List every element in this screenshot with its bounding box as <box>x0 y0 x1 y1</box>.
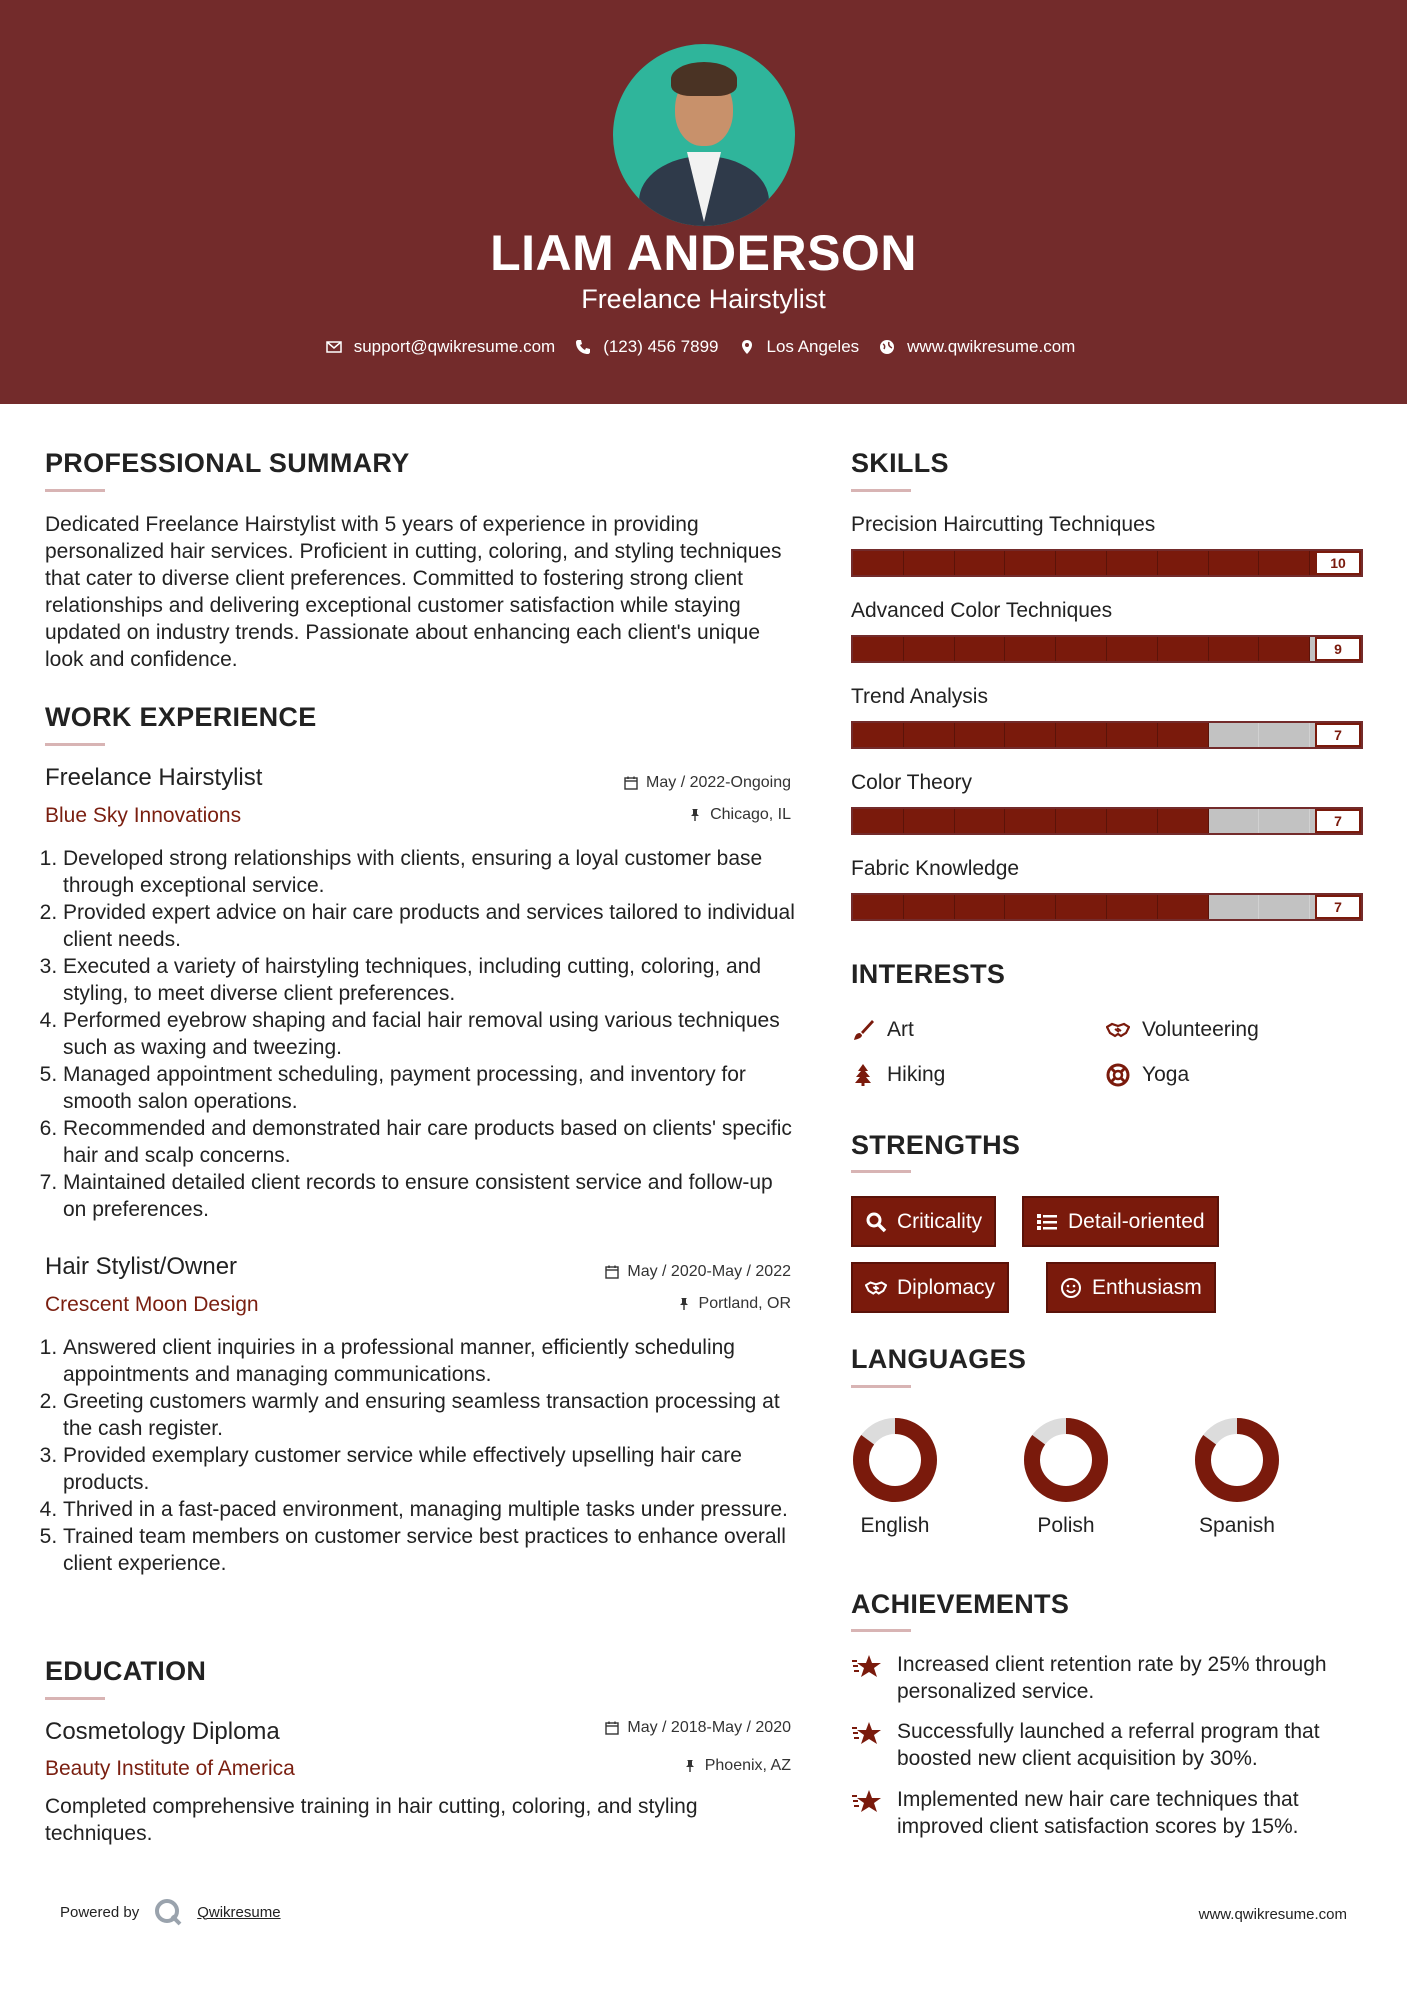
skill-level-badge: 10 <box>1315 551 1361 575</box>
skill-bar-segment <box>1209 809 1260 833</box>
qwikresume-logo-icon <box>153 1897 183 1927</box>
skill-level-badge: 7 <box>1315 809 1361 833</box>
skill-bar-segment <box>1209 895 1260 919</box>
strength-label: Detail-oriented <box>1068 1209 1205 1233</box>
skill-bar <box>851 893 1363 921</box>
education-dates-text: May / 2018-May / 2020 <box>627 1719 791 1736</box>
star-icon <box>851 1720 883 1748</box>
achievement-text: Increased client retention rate by 25% through personalized service. <box>897 1653 1327 1703</box>
achievement-item <box>851 1651 1371 1705</box>
list-item: 3. Provided exemplary customer service while effectively upselling hair care products. <box>63 1442 795 1496</box>
skill-bar-segment <box>955 551 1006 575</box>
contact-bar <box>0 337 1407 357</box>
heading-underline <box>45 489 105 492</box>
skill-bar-segment <box>1259 895 1310 919</box>
skill-bar-segment <box>853 723 904 747</box>
skill-bar-segment <box>1005 895 1056 919</box>
job-location-text: Portland, OR <box>698 1295 791 1312</box>
list-item: 1. Developed strong relationships with clients, ensuring a loyal customer base through exceptional service. <box>63 845 795 899</box>
job-title: Freelance Hairstylist <box>45 764 263 791</box>
interest-label: Volunteering <box>1142 1018 1259 1041</box>
achievements-heading: ACHIEVEMENTS <box>851 1589 1070 1619</box>
tree-icon <box>851 1063 875 1087</box>
skill-bar-segment <box>1005 551 1056 575</box>
interest-item <box>1106 1018 1259 1042</box>
skill-bar-segment <box>1158 723 1209 747</box>
degree-title: Cosmetology Diploma <box>45 1718 280 1745</box>
heading-underline <box>851 1170 911 1173</box>
job-dates <box>520 1263 791 1281</box>
language-item <box>1177 1414 1297 1538</box>
skill-bar-segment <box>1158 895 1209 919</box>
skill-bar-segment <box>904 723 955 747</box>
pushpin-icon <box>683 1759 697 1773</box>
interest-item <box>851 1018 914 1042</box>
heading-underline <box>851 1629 911 1632</box>
footer-website[interactable]: www.qwikresume.com <box>1198 1906 1347 1923</box>
skill-bar <box>851 807 1363 835</box>
lifebuoy-icon <box>1106 1063 1130 1087</box>
language-donut <box>849 1414 941 1506</box>
education-text: Completed comprehensive training in hair cutting, coloring, and styling techniques. <box>45 1795 698 1845</box>
language-label: English <box>860 1514 930 1537</box>
summary-text: Dedicated Freelance Hairstylist with 5 years of experience in providing personalized hair services. Proficient in cutting, coloring, and styling techniques that cater to diverse client preferences. Committed to fostering strong client relationships and delivering exceptional customer satisfaction while staying updated on industry trends. Passionate about enhancing each client's unique look and confidence. <box>45 513 782 671</box>
skill-bar-segment <box>1107 723 1158 747</box>
job-company: Blue Sky Innovations <box>45 804 242 827</box>
list-item: 2. Greeting customers warmly and ensuring seamless transaction processing at the cash register. <box>63 1388 795 1442</box>
skill-bar-segment <box>1056 551 1107 575</box>
search-icon <box>865 1211 887 1233</box>
qwikresume-link[interactable]: Qwikresume <box>197 1903 281 1921</box>
skill-name: Precision Haircutting Techniques <box>851 513 1156 536</box>
skill-bar-segment <box>1107 551 1158 575</box>
skill-name: Trend Analysis <box>851 685 988 708</box>
pushpin-icon <box>688 808 702 822</box>
job-company: Crescent Moon Design <box>45 1293 259 1316</box>
experience-heading: WORK EXPERIENCE <box>45 702 317 732</box>
job-dates <box>520 774 791 792</box>
skill-bar-segment <box>955 723 1006 747</box>
star-icon <box>851 1653 883 1681</box>
list-item: 2. Provided expert advice on hair care products and services tailored to individual client needs. <box>63 899 795 953</box>
language-item <box>835 1414 955 1538</box>
strength-chip <box>1046 1262 1216 1313</box>
skill-bar-segment <box>1209 551 1260 575</box>
education-heading: EDUCATION <box>45 1656 207 1686</box>
strength-label: Diplomacy <box>897 1275 996 1299</box>
skill-level-badge: 9 <box>1315 637 1361 661</box>
heading-underline <box>45 743 105 746</box>
contact-website[interactable] <box>879 337 1075 357</box>
languages-heading: LANGUAGES <box>851 1344 1027 1374</box>
skill-bar-segment <box>1056 809 1107 833</box>
language-item <box>1006 1414 1126 1538</box>
job-bullets <box>45 1334 795 1577</box>
powered-by-text: Powered by <box>60 1903 140 1921</box>
skill-bar-segment <box>1209 723 1260 747</box>
contact-phone[interactable] <box>575 337 718 357</box>
education-location-text: Phoenix, AZ <box>704 1757 791 1774</box>
skill-bar-segment <box>955 895 1006 919</box>
interest-label: Yoga <box>1142 1063 1190 1086</box>
skill-bar-segment <box>853 895 904 919</box>
resume-header <box>0 0 1407 404</box>
skill-bar <box>851 721 1363 749</box>
skill-bar-segment <box>1259 637 1310 661</box>
candidate-role: Freelance Hairstylist <box>581 284 826 314</box>
language-donut <box>1020 1414 1112 1506</box>
skill-bar-segment <box>1158 551 1209 575</box>
job-location-text: Chicago, IL <box>710 806 791 823</box>
skill-bar-segment <box>1209 637 1260 661</box>
skill-bar-segment <box>853 809 904 833</box>
handshake-icon <box>865 1277 887 1299</box>
globe-icon <box>879 339 895 355</box>
skill-name: Advanced Color Techniques <box>851 599 1113 622</box>
job-title: Hair Stylist/Owner <box>45 1253 238 1280</box>
skill-bar-segment <box>904 637 955 661</box>
strength-chip <box>1022 1196 1219 1247</box>
skill-bar-segment <box>1056 895 1107 919</box>
list-item: 4. Thrived in a fast-paced environment, managing multiple tasks under pressure. <box>63 1496 795 1523</box>
skill-bar-segment <box>904 551 955 575</box>
skill-bar-segment <box>1107 637 1158 661</box>
calendar-icon <box>605 1721 619 1735</box>
skill-bar-segment <box>1005 723 1056 747</box>
contact-location <box>739 337 860 357</box>
skill-bar-segment <box>1056 637 1107 661</box>
pushpin-icon <box>677 1297 691 1311</box>
skill-bar-segment <box>1107 809 1158 833</box>
strength-chip <box>851 1196 996 1247</box>
language-donut <box>1191 1414 1283 1506</box>
skill-bar-segment <box>1158 809 1209 833</box>
strength-chip <box>851 1262 1009 1313</box>
list-item: 1. Answered client inquiries in a professional manner, efficiently scheduling appointments and managing communications. <box>63 1334 795 1388</box>
skill-bar-segment <box>1056 723 1107 747</box>
list-icon <box>1036 1211 1058 1233</box>
skill-name: Color Theory <box>851 771 972 794</box>
skill-bar-segment <box>1259 809 1310 833</box>
handshake-icon <box>1106 1018 1130 1042</box>
skill-bar-segment <box>853 637 904 661</box>
interest-item <box>851 1063 945 1087</box>
contact-location-text: Los Angeles <box>766 337 860 356</box>
profile-photo <box>613 44 795 226</box>
summary-heading: PROFESSIONAL SUMMARY <box>45 448 410 478</box>
list-item: 4. Performed eyebrow shaping and facial hair removal using various techniques such as waxing and tweezing. <box>63 1007 795 1061</box>
contact-phone-text: (123) 456 7899 <box>603 337 719 356</box>
list-item: 6. Recommended and demonstrated hair care products based on clients' specific hair and scalp concerns. <box>63 1115 795 1169</box>
skill-bar <box>851 549 1363 577</box>
contact-email-text: support@qwikresume.com <box>353 337 556 356</box>
map-pin-icon <box>739 339 755 355</box>
calendar-icon <box>624 776 638 790</box>
skill-bar-segment <box>1005 637 1056 661</box>
skill-bar-segment <box>1005 809 1056 833</box>
list-item: 7. Maintained detailed client records to ensure consistent service and follow-up on preferences. <box>63 1169 795 1223</box>
contact-email[interactable] <box>326 337 556 357</box>
footer-branding <box>60 1897 281 1927</box>
skill-bar-segment <box>904 809 955 833</box>
achievement-item <box>851 1786 1371 1840</box>
candidate-name: LIAM ANDERSON <box>490 225 917 281</box>
smile-icon <box>1060 1277 1082 1299</box>
skill-name: Fabric Knowledge <box>851 857 1020 880</box>
skill-level-badge: 7 <box>1315 895 1361 919</box>
achievement-text: Implemented new hair care techniques that improved client satisfaction scores by 15%. <box>897 1788 1299 1838</box>
list-item: 5. Trained team members on customer service best practices to enhance overall client experience. <box>63 1523 795 1577</box>
skill-bar-segment <box>1158 637 1209 661</box>
skills-heading: SKILLS <box>851 448 949 478</box>
achievement-item <box>851 1718 1371 1772</box>
list-item: 3. Executed a variety of hairstyling techniques, including cutting, coloring, and styling, to meet diverse client preferences. <box>63 953 795 1007</box>
strength-label: Enthusiasm <box>1092 1275 1202 1299</box>
education-dates <box>520 1719 791 1737</box>
interest-item <box>1106 1063 1189 1087</box>
job-location <box>520 806 791 824</box>
school-name: Beauty Institute of America <box>45 1757 295 1780</box>
heading-underline <box>45 1697 105 1700</box>
job-dates-text: May / 2020-May / 2022 <box>627 1263 791 1280</box>
interest-label: Hiking <box>887 1063 946 1086</box>
interest-label: Art <box>887 1018 914 1041</box>
skill-bar <box>851 635 1363 663</box>
skill-bar-segment <box>904 895 955 919</box>
strength-label: Criticality <box>897 1209 983 1233</box>
skill-level-badge: 7 <box>1315 723 1361 747</box>
contact-website-text: www.qwikresume.com <box>907 337 1076 356</box>
education-location <box>520 1757 791 1775</box>
calendar-icon <box>605 1265 619 1279</box>
star-icon <box>851 1788 883 1816</box>
skill-bar-segment <box>853 551 904 575</box>
paintbrush-icon <box>851 1018 875 1042</box>
skill-bar-segment <box>1107 895 1158 919</box>
strengths-heading: STRENGTHS <box>851 1130 1021 1160</box>
heading-underline <box>851 489 911 492</box>
envelope-icon <box>326 339 342 355</box>
skill-bar-segment <box>955 637 1006 661</box>
list-item: 5. Managed appointment scheduling, payment processing, and inventory for smooth salon operations. <box>63 1061 795 1115</box>
skill-bar-segment <box>1259 723 1310 747</box>
job-location <box>520 1295 791 1313</box>
language-label: Polish <box>1037 1514 1095 1537</box>
job-bullets <box>45 845 795 1223</box>
language-label: Spanish <box>1199 1514 1275 1537</box>
phone-icon <box>575 339 591 355</box>
skill-bar-segment <box>1259 551 1310 575</box>
interests-heading: INTERESTS <box>851 959 1006 989</box>
skill-bar-segment <box>955 809 1006 833</box>
heading-underline <box>851 1385 911 1388</box>
job-dates-text: May / 2022-Ongoing <box>646 774 791 791</box>
achievement-text: Successfully launched a referral program that boosted new client acquisition by 30%. <box>897 1720 1320 1770</box>
